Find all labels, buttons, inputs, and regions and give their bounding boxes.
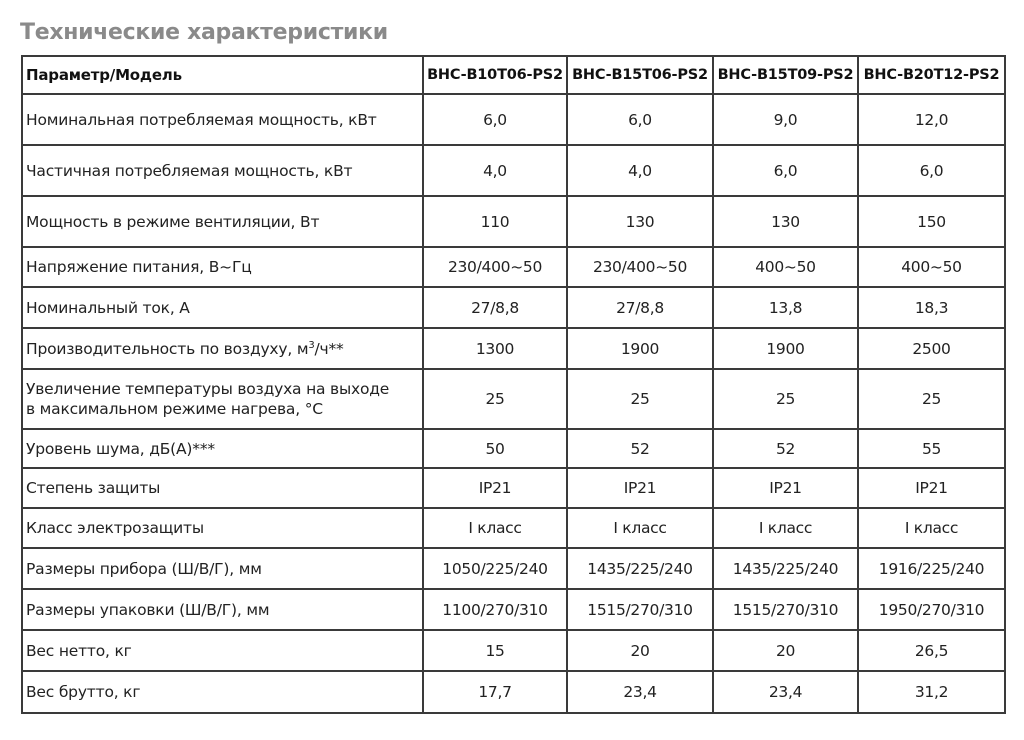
value-cell: I класс — [713, 508, 858, 548]
param-label-line-2: в максимальном режиме нагрева, °С — [26, 400, 323, 418]
value-cell: I класс — [858, 508, 1005, 548]
value-cell: IP21 — [858, 468, 1005, 508]
param-label: Степень защиты — [22, 468, 423, 508]
param-label-prefix: Производительность по воздуху, м — [26, 339, 309, 358]
value-cell: 6,0 — [423, 94, 567, 145]
value-cell: 17,7 — [423, 671, 567, 713]
table-row — [22, 508, 1005, 548]
value-cell: 6,0 — [713, 145, 858, 196]
model-header: BHC-B15T09-PS2 — [713, 56, 858, 94]
value-cell: IP21 — [567, 468, 713, 508]
value-cell: 13,8 — [713, 287, 858, 328]
param-label: Класс электрозащиты — [22, 508, 423, 548]
model-header: BHC-B10T06-PS2 — [423, 56, 567, 94]
value-cell: 31,2 — [858, 671, 1005, 713]
page-title: Технические характеристики — [20, 20, 388, 45]
value-cell: 400~50 — [713, 247, 858, 287]
table-row — [22, 196, 1005, 247]
value-cell: 25 — [858, 369, 1005, 429]
param-label: Вес брутто, кг — [22, 671, 423, 713]
value-cell: 9,0 — [713, 94, 858, 145]
value-cell: 20 — [713, 630, 858, 671]
value-cell: 23,4 — [713, 671, 858, 713]
value-cell: 25 — [713, 369, 858, 429]
table-row — [22, 589, 1005, 630]
table-row — [22, 145, 1005, 196]
value-cell: 26,5 — [858, 630, 1005, 671]
value-cell: IP21 — [713, 468, 858, 508]
value-cell: 2500 — [858, 328, 1005, 369]
value-cell: 1900 — [567, 328, 713, 369]
table-row — [22, 429, 1005, 468]
value-cell: 150 — [858, 196, 1005, 247]
value-cell: 15 — [423, 630, 567, 671]
value-cell: IP21 — [423, 468, 567, 508]
model-header: BHC-B15T06-PS2 — [567, 56, 713, 94]
value-cell: 1050/225/240 — [423, 548, 567, 589]
table-row — [22, 287, 1005, 328]
value-cell: 130 — [567, 196, 713, 247]
value-cell: 110 — [423, 196, 567, 247]
value-cell: 230/400~50 — [423, 247, 567, 287]
param-label: Частичная потребляемая мощность, кВт — [22, 145, 423, 196]
value-cell: 1435/225/240 — [713, 548, 858, 589]
param-label: Вес нетто, кг — [22, 630, 423, 671]
value-cell: 6,0 — [567, 94, 713, 145]
value-cell: 12,0 — [858, 94, 1005, 145]
param-label: Уровень шума, дБ(А)*** — [22, 429, 423, 468]
value-cell: 52 — [567, 429, 713, 468]
table-header-row — [22, 56, 1005, 94]
value-cell: 4,0 — [567, 145, 713, 196]
value-cell: 25 — [567, 369, 713, 429]
value-cell: 27/8,8 — [423, 287, 567, 328]
param-label: Размеры прибора (Ш/В/Г), мм — [22, 548, 423, 589]
spec-table — [21, 55, 1006, 714]
value-cell: 1916/225/240 — [858, 548, 1005, 589]
value-cell: 230/400~50 — [567, 247, 713, 287]
param-label: Номинальная потребляемая мощность, кВт — [22, 94, 423, 145]
value-cell: I класс — [423, 508, 567, 548]
param-label-suffix: /ч** — [314, 339, 344, 358]
value-cell: 130 — [713, 196, 858, 247]
value-cell: 18,3 — [858, 287, 1005, 328]
value-cell: 1435/225/240 — [567, 548, 713, 589]
value-cell: 20 — [567, 630, 713, 671]
table-row — [22, 468, 1005, 508]
table-row — [22, 247, 1005, 287]
table-row — [22, 630, 1005, 671]
value-cell: 1900 — [713, 328, 858, 369]
value-cell: 4,0 — [423, 145, 567, 196]
value-cell: 50 — [423, 429, 567, 468]
table-row — [22, 94, 1005, 145]
value-cell: 25 — [423, 369, 567, 429]
value-cell: 1950/270/310 — [858, 589, 1005, 630]
value-cell: 23,4 — [567, 671, 713, 713]
value-cell: 6,0 — [858, 145, 1005, 196]
param-model-header: Параметр/Модель — [22, 56, 423, 94]
value-cell: 1300 — [423, 328, 567, 369]
value-cell: 1515/270/310 — [713, 589, 858, 630]
value-cell: 1100/270/310 — [423, 589, 567, 630]
param-label: Напряжение питания, В~Гц — [22, 247, 423, 287]
value-cell: 27/8,8 — [567, 287, 713, 328]
param-label-superscript: 3 — [308, 339, 315, 351]
param-label: Размеры упаковки (Ш/В/Г), мм — [22, 589, 423, 630]
model-header: BHC-B20T12-PS2 — [858, 56, 1005, 94]
param-label: Номинальный ток, А — [22, 287, 423, 328]
value-cell: 400~50 — [858, 247, 1005, 287]
value-cell: 52 — [713, 429, 858, 468]
param-label — [22, 328, 423, 369]
param-label-line-1: Увеличение температуры воздуха на выходе — [26, 380, 390, 398]
value-cell: I класс — [567, 508, 713, 548]
table-row — [22, 671, 1005, 713]
table-row — [22, 328, 1005, 369]
table-row — [22, 369, 1005, 429]
param-label — [22, 369, 423, 429]
table-row — [22, 548, 1005, 589]
param-label: Мощность в режиме вентиляции, Вт — [22, 196, 423, 247]
value-cell: 1515/270/310 — [567, 589, 713, 630]
value-cell: 55 — [858, 429, 1005, 468]
